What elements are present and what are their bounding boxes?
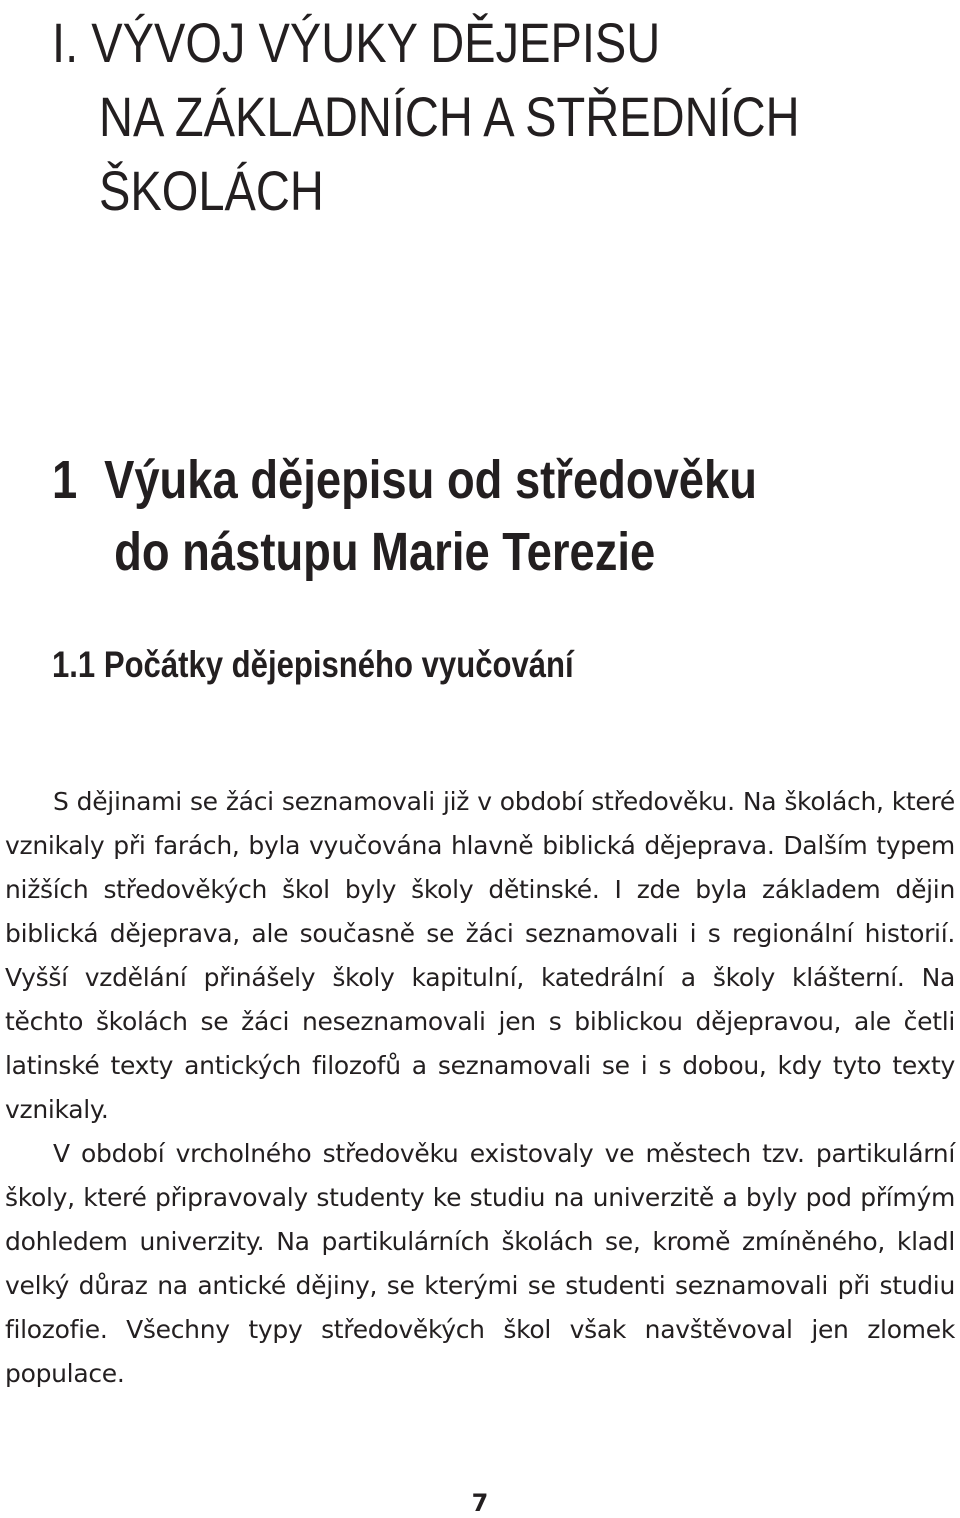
part-title-line-2: NA ZÁKLADNÍCH A STŘEDNÍCH	[99, 85, 800, 148]
chapter-title-line-1: Výuka dějepisu od středověku	[104, 450, 757, 510]
body-text	[5, 780, 955, 1396]
part-title-line-3: ŠKOLÁCH	[99, 159, 324, 222]
part-title	[52, 6, 800, 228]
chapter-title-line-2: do nástupu Marie Terezie	[114, 522, 656, 582]
paragraph-1: S dějinami se žáci seznamovali již v období středověku. Na školách, které vznikaly při farách, byla vyučována hlavně biblická dějeprava. Dalším typem nižších středověkých škol byly školy dětinské. I zde byla základem dějin biblická dějeprava, ale současně se žáci seznamovali i s regionální historií. Vyšší vzdělání přinášely školy kapitulní, katedrální a školy klášterní. Na těchto školách se žáci neseznamovali jen s biblickou dějepravou, ale četli latinské texty antických filozofů a seznamovali se i s dobou, kdy tyto texty vznikaly.	[5, 787, 955, 1124]
paragraph-2: V období vrcholného středověku existovaly ve městech tzv. partikulární školy, které připravovaly studenty ke studiu na univerzitě a byly pod přímým dohledem univerzity. Na partikulárních školách se, kromě zmíněného, kladl velký důraz na antické dějiny, se kterými se studenti seznamovali při studiu filozofie. Všechny typy středověkých škol však navštěvoval jen zlomek populace.	[5, 1139, 955, 1388]
chapter-heading	[52, 444, 892, 588]
chapter-number: 1	[52, 450, 78, 510]
part-title-line-1: I. VÝVOJ VÝUKY DĚJEPISU	[52, 11, 661, 74]
section-heading: 1.1 Počátky dějepisného vyučování	[52, 644, 574, 685]
page-number: 7	[471, 1489, 489, 1517]
